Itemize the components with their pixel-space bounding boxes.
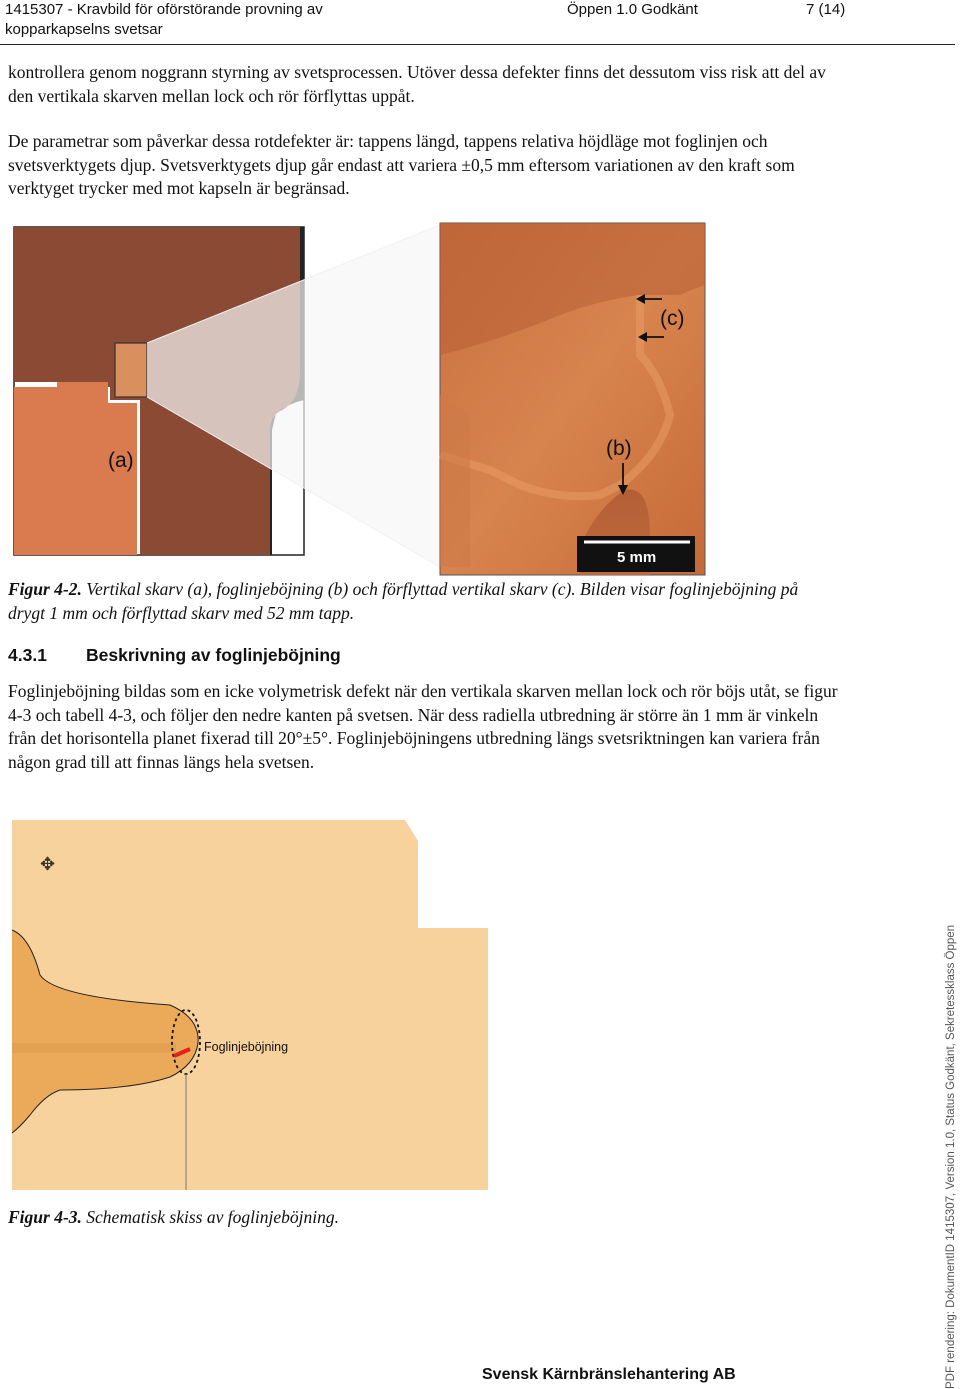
- section-heading: [8, 645, 341, 666]
- caption-label: Figur 4-2.: [8, 579, 82, 599]
- header-divider: [0, 44, 955, 45]
- pdf-rendering-sidebar: PDF rendering: DokumentID 1415307, Version 1.0, Status Godkänt, Sekretessklass Öppen: [945, 924, 957, 1389]
- figure-4-3: [0, 815, 500, 1205]
- section-body: Foglinjeböjning bildas som en icke volymetrisk defekt när den vertikala skarven mellan lock och rör böjs utåt, se figur 4-3 och tabell 4-3, och följer den nedre kanten på svetsen. När dess radiella utbredning är större än 1 mm är vinkeln från det horisontella planet fixerad till 20°±5°. Foglinjeböjningens utbredning längs svetsriktningen kan variera från någon grad till att finnas längs hela svetsen.: [8, 681, 838, 772]
- caption-text: Schematisk skiss av foglinjeböjning.: [81, 1207, 340, 1227]
- schematic-sketch: [12, 820, 488, 1190]
- foglinjebojning-label: Foglinjeböjning: [204, 1040, 289, 1054]
- paragraph-2: De parametrar som påverkar dessa rotdefekter är: tappens längd, tappens relativa höjdläge mot foglinjen och svetsverktygets djup. Svetsverktygets djup går endast att variera ±0,5 mm eftersom variationen av den kraft som verktyget trycker med mot kapseln är begränsad.: [8, 131, 795, 198]
- paragraph-1: kontrollera genom noggrann styrning av svetsprocessen. Utöver dessa defekter finns det dessutom viss risk att del av den vertikala skarven mellan lock och rör förflyttas uppåt.: [8, 62, 826, 106]
- section-number: 4.3.1: [8, 645, 47, 665]
- document-title: 1415307 - Kravbild för oförstörande provning av kopparkapselns svetsar: [5, 1, 323, 38]
- label-c: (c): [660, 307, 685, 330]
- caption-text: Vertikal skarv (a), foglinjeböjning (b) och förflyttad vertikal skarv (c). Bilden visar foglinjeböjning på drygt 1 mm och förflyttad skarv med 52 mm tapp.: [8, 579, 799, 623]
- document-status: Öppen 1.0 Godkänt: [567, 1, 698, 18]
- footer-company: Svensk Kärnbränslehantering AB: [482, 1366, 736, 1383]
- caption-label: Figur 4-3.: [8, 1207, 82, 1227]
- figure-4-3-caption: [8, 1206, 838, 1230]
- figure-4-2: [0, 215, 720, 580]
- cursor-icon: ✥: [40, 854, 56, 874]
- page-number: 7 (14): [806, 1, 846, 18]
- micrograph-image: [440, 223, 705, 575]
- section-title: Beskrivning av foglinjeböjning: [86, 645, 341, 665]
- label-a: (a): [108, 449, 134, 472]
- scale-bar-label: 5 mm: [617, 549, 657, 566]
- figure-4-2-caption: [8, 578, 838, 625]
- label-b: (b): [606, 437, 632, 460]
